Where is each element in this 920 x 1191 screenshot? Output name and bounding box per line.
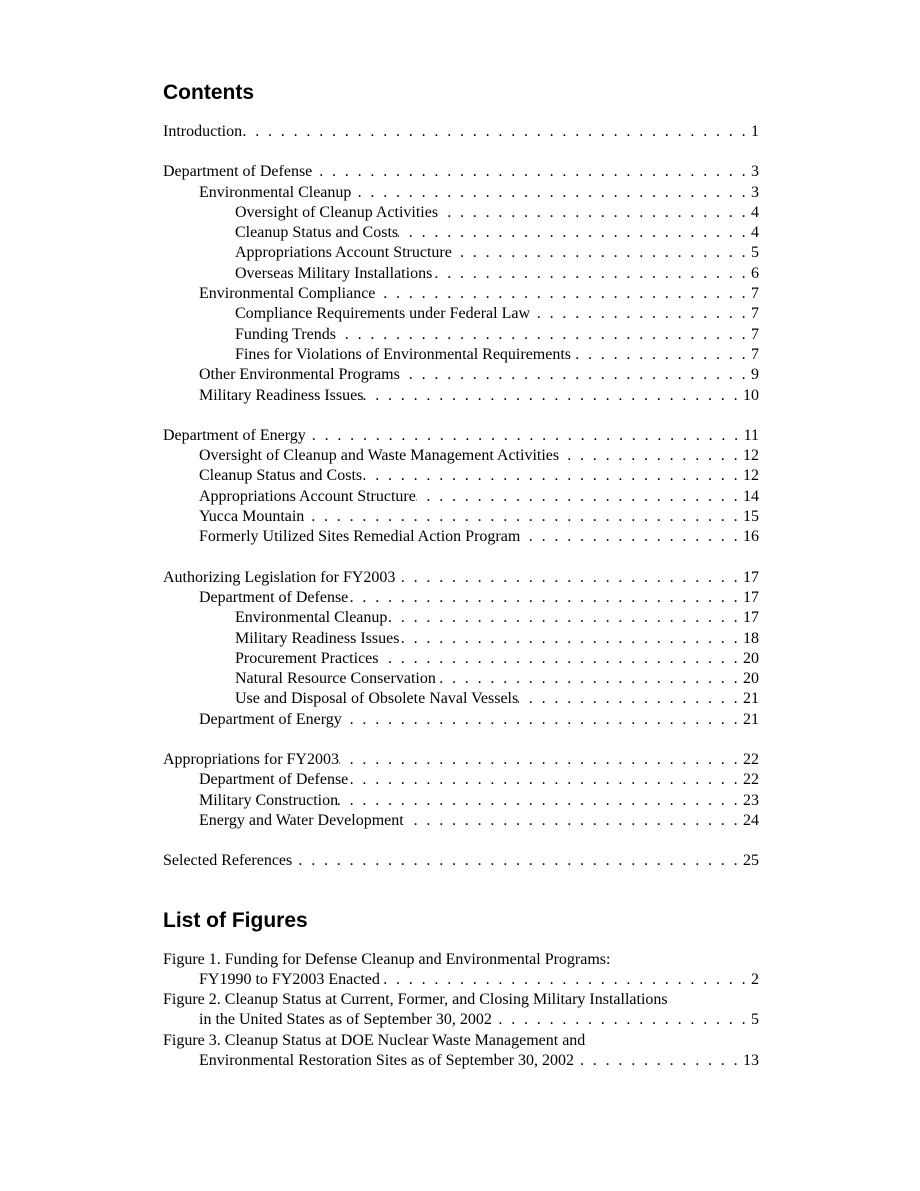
entry-title: Environmental Restoration Sites as of September 30, 2002 [199,1051,575,1069]
entry-title: Appropriations Account Structure [199,487,416,505]
dot-leader [292,851,743,871]
entry-title: Overseas Military Installations [235,264,433,282]
entry-title: Oversight of Cleanup and Waste Management Activities [199,447,560,465]
entry-title: Introduction [163,123,243,140]
entry-title: Military Readiness Issues [235,629,400,647]
dot-leader [404,811,743,831]
page-number: 4 [751,203,759,221]
toc-entry[interactable] [163,223,759,243]
toc-entry[interactable] [163,507,759,527]
toc-entry[interactable] [163,669,759,689]
toc-entry[interactable] [163,264,759,284]
toc-entry[interactable] [163,851,759,871]
entry-title: Environmental Cleanup [235,609,388,627]
page-number: 5 [751,1011,759,1029]
page-number: 23 [743,791,759,809]
page-number: 21 [743,710,759,728]
entry-title: Natural Resource Conservation [235,670,436,688]
figure-caption: Figure 3. Cleanup Status at DOE Nuclear Waste Management and [163,1031,586,1049]
toc-entry[interactable] [163,304,759,324]
dot-leader [312,162,751,182]
page-number: 17 [743,609,759,627]
entry-title: Formerly Utilized Sites Remedial Action Program [199,528,521,546]
entry-title: Department of Energy [199,710,342,728]
entry-title: Cleanup Status and Costs [199,467,363,485]
dot-leader [399,629,743,649]
toc-entry[interactable] [163,446,759,466]
dot-leader [336,325,751,345]
entry-title: Department of Defense [199,588,349,606]
dot-leader [574,1051,743,1071]
page-number: 13 [743,1051,759,1069]
figure-caption-continued[interactable] [163,1010,759,1030]
toc-entry[interactable] [163,527,759,547]
entry-title: Military Construction [199,791,339,809]
dot-leader [436,669,743,689]
toc-entry[interactable] [163,791,759,811]
list-of-figures-heading: List of Figures [163,908,308,932]
toc-entry[interactable] [163,487,759,507]
page-number: 15 [743,508,759,526]
page-number: 17 [743,588,759,606]
page-number: 3 [751,163,759,181]
entry-title: Environmental Cleanup [199,183,352,201]
entry-title: Cleanup Status and Costs [235,224,399,242]
toc-entry[interactable] [163,649,759,669]
toc-entry[interactable] [163,162,759,182]
dot-leader [380,970,751,990]
dot-leader [492,1010,751,1030]
dot-leader [438,203,751,223]
dot-leader [530,304,751,324]
dot-leader [363,386,743,406]
contents-heading: Contents [163,81,254,104]
toc-section [163,426,759,548]
toc-entry[interactable] [163,122,759,142]
toc-section [163,162,759,406]
figure-entry[interactable] [163,950,759,991]
dot-leader [348,588,743,608]
entry-title: FY1990 to FY2003 Enacted [199,970,380,988]
page-number: 1 [751,123,759,140]
dot-leader [400,365,751,385]
dot-leader [304,507,743,527]
dot-leader [351,183,751,203]
page-number: 18 [743,629,759,647]
page-number: 16 [743,528,759,546]
entry-title: Department of Defense [163,163,313,181]
toc-entry[interactable] [163,183,759,203]
dot-leader [342,710,743,730]
dot-leader [559,446,743,466]
dot-leader [416,487,743,507]
toc-entry[interactable] [163,710,759,730]
page-number: 14 [743,487,759,505]
page-number: 7 [751,325,759,343]
entry-title: Yucca Mountain [199,508,305,526]
toc-section [163,568,759,730]
toc-section [163,750,759,831]
toc-entry[interactable] [163,466,759,486]
dot-leader [395,568,743,588]
toc-entry[interactable] [163,629,759,649]
toc-entry[interactable] [163,386,759,406]
entry-title: Funding Trends [235,325,336,343]
page-number: 4 [751,224,759,242]
page-number: 25 [743,852,759,870]
page-number: 9 [751,366,759,384]
dot-leader [379,649,744,669]
entry-title: Department of Defense [199,771,349,789]
entry-title: Oversight of Cleanup Activities [235,203,439,221]
page-number: 6 [751,264,759,282]
toc-entry[interactable] [163,770,759,790]
page-number: 3 [751,183,759,201]
figure-caption: Figure 1. Funding for Defense Cleanup and Environmental Programs: [163,950,611,968]
entry-title: Appropriations for FY2003 [163,751,339,769]
entry-title: Department of Energy [163,426,306,444]
dot-leader [520,527,743,547]
entry-title: Fines for Violations of Environmental Requirements [235,345,572,363]
figure-caption: Figure 2. Cleanup Status at Current, Former, and Closing Military Installations [163,991,668,1009]
toc-entry[interactable] [163,426,759,446]
entry-title: Environmental Compliance [199,285,376,303]
page-number: 2 [751,970,759,988]
dot-leader [338,791,743,811]
toc-entry[interactable] [163,750,759,770]
dot-leader [375,284,751,304]
entry-title: Other Environmental Programs [199,366,400,384]
page-number: 20 [743,649,759,667]
toc-entry[interactable] [163,689,759,709]
document-page [163,78,759,1071]
toc-entry[interactable] [163,588,759,608]
page-number: 24 [743,811,759,829]
page-number: 12 [743,447,759,465]
entry-title: Procurement Practices [235,649,379,667]
page-number: 12 [743,467,759,485]
dot-leader [306,426,744,446]
entry-title: Authorizing Legislation for FY2003 [163,568,396,586]
dot-leader [339,750,743,770]
toc-entry[interactable] [163,811,759,831]
entry-title: Selected References [163,852,293,870]
dot-leader [398,223,751,243]
toc-entry[interactable] [163,365,759,385]
page-number: 20 [743,670,759,688]
page-number: 5 [751,244,759,262]
figure-entry[interactable] [163,1031,759,1072]
entry-title: Appropriations Account Structure [235,244,452,262]
toc-entry[interactable] [163,608,759,628]
toc-entry[interactable] [163,568,759,588]
entry-title: Military Readiness Issues [199,386,364,404]
entry-title: Energy and Water Development [199,811,404,829]
page-number: 22 [743,771,759,789]
page-number: 7 [751,285,759,303]
dot-leader [362,466,743,486]
page-number: 17 [743,568,759,586]
figure-caption-continued[interactable] [163,970,759,990]
toc-section [163,122,759,142]
toc-section [163,851,759,871]
toc-entry[interactable] [163,243,759,263]
figure-entry[interactable] [163,990,759,1031]
dot-leader [242,122,751,142]
toc-entry[interactable] [163,345,759,365]
page-number: 7 [751,305,759,323]
toc-entry[interactable] [163,325,759,345]
dot-leader [452,243,751,263]
dot-leader [348,770,743,790]
entry-title: Compliance Requirements under Federal Law [235,305,531,323]
page-number: 22 [743,751,759,769]
page-number: 11 [743,426,759,444]
toc-entry[interactable] [163,203,759,223]
dot-leader [571,345,751,365]
table-of-contents [163,122,759,872]
page-number: 21 [743,690,759,708]
entry-title: Use and Disposal of Obsolete Naval Vessels [235,690,519,708]
dot-leader [432,264,751,284]
toc-entry[interactable] [163,284,759,304]
dot-leader [387,608,743,628]
entry-title: in the United States as of September 30, 2002 [199,1011,492,1029]
list-of-figures [163,950,759,1072]
page-number: 10 [743,386,759,404]
page-number: 7 [751,345,759,363]
dot-leader [518,689,743,709]
figure-caption-continued[interactable] [163,1051,759,1071]
